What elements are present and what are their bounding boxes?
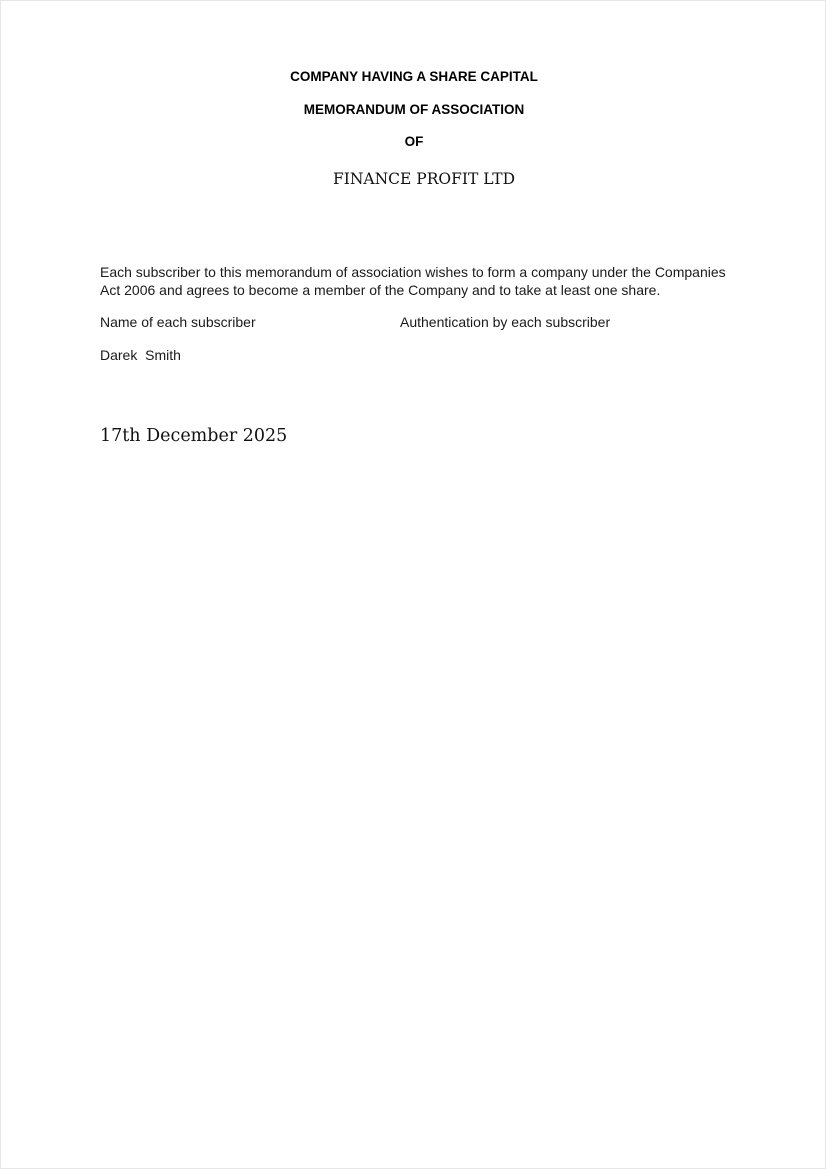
statement-line-1: Each subscriber to this memorandum of association wishes to form a company under the Companies bbox=[100, 264, 726, 280]
name-column-header: Name of each subscriber bbox=[100, 314, 256, 330]
subscriber-name: Darek Smith bbox=[100, 347, 181, 363]
signature-date: 17th December 2025 bbox=[100, 426, 288, 446]
statement-line-2: Act 2006 and agrees to become a member of the Company and to take at least one share. bbox=[100, 282, 661, 298]
authentication-column-header: Authentication by each subscriber bbox=[400, 314, 611, 330]
company-name: FINANCE PROFIT LTD bbox=[332, 170, 516, 188]
heading-company-type: COMPANY HAVING A SHARE CAPITAL bbox=[290, 69, 538, 84]
heading-memorandum: MEMORANDUM OF ASSOCIATION bbox=[303, 102, 525, 117]
heading-of: OF bbox=[404, 134, 424, 149]
